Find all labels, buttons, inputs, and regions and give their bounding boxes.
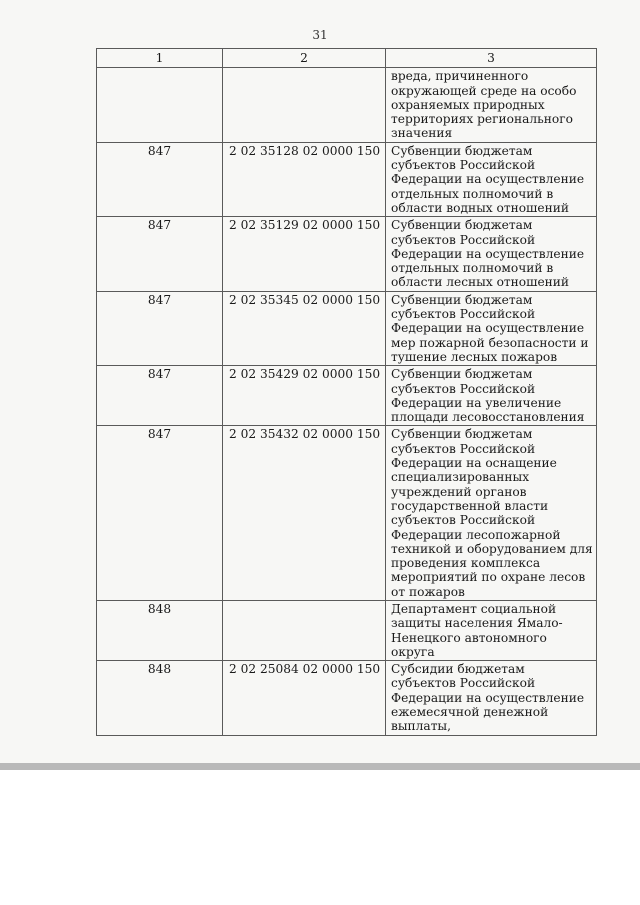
column-header-2: 2 (223, 49, 386, 68)
admin-code-cell: 847 (97, 291, 223, 365)
budget-code-cell: 2 02 35432 02 0000 150 (223, 426, 386, 601)
budget-code-cell (223, 68, 386, 142)
admin-code-cell: 847 (97, 217, 223, 291)
table-row (97, 142, 597, 216)
description-cell: Субвенции бюджетам субъектов Российской Федерации на осуществление мер пожарной безопасности и тушение лесных пожаров (386, 291, 597, 365)
table-header-row (97, 49, 597, 68)
description-cell: Субвенции бюджетам субъектов Российской Федерации на осуществление отдельных полномочий в области лесных отношений (386, 217, 597, 291)
description-cell: Департамент социальной защиты населения Ямало-Ненецкого автономного округа (386, 600, 597, 660)
table-row (97, 600, 597, 660)
budget-code-cell: 2 02 35129 02 0000 150 (223, 217, 386, 291)
description-cell: вреда, причиненного окружающей среде на особо охраняемых природных территориях регионального значения (386, 68, 597, 142)
table-row (97, 291, 597, 365)
description-cell: Субвенции бюджетам субъектов Российской Федерации на осуществление отдельных полномочий в области водных отношений (386, 142, 597, 216)
table-row (97, 68, 597, 142)
budget-code-cell: 2 02 35128 02 0000 150 (223, 142, 386, 216)
admin-code-cell: 848 (97, 661, 223, 735)
admin-code-cell: 848 (97, 600, 223, 660)
table-row (97, 661, 597, 735)
table-row (97, 217, 597, 291)
page-number: 31 (312, 28, 328, 42)
admin-code-cell: 847 (97, 142, 223, 216)
table-row (97, 366, 597, 426)
budget-code-cell: 2 02 35429 02 0000 150 (223, 366, 386, 426)
table-row (97, 426, 597, 601)
description-cell: Субвенции бюджетам субъектов Российской Федерации на увеличение площади лесовосстановления (386, 366, 597, 426)
budget-code-cell: 2 02 25084 02 0000 150 (223, 661, 386, 735)
budget-code-cell (223, 600, 386, 660)
description-cell: Субсидии бюджетам субъектов Российской Федерации на осуществление ежемесячной денежной выплаты, (386, 661, 597, 735)
budget-codes-table (96, 48, 597, 736)
column-header-3: 3 (386, 49, 597, 68)
admin-code-cell (97, 68, 223, 142)
budget-code-cell: 2 02 35345 02 0000 150 (223, 291, 386, 365)
admin-code-cell: 847 (97, 366, 223, 426)
column-header-1: 1 (97, 49, 223, 68)
description-cell: Субвенции бюджетам субъектов Российской Федерации на оснащение специализированных учреждений органов государственной власти субъектов Российской Федерации лесопожарной техникой и оборудованием для проведения комплекса мероприятий по охране лесов от пожаров (386, 426, 597, 601)
admin-code-cell: 847 (97, 426, 223, 601)
